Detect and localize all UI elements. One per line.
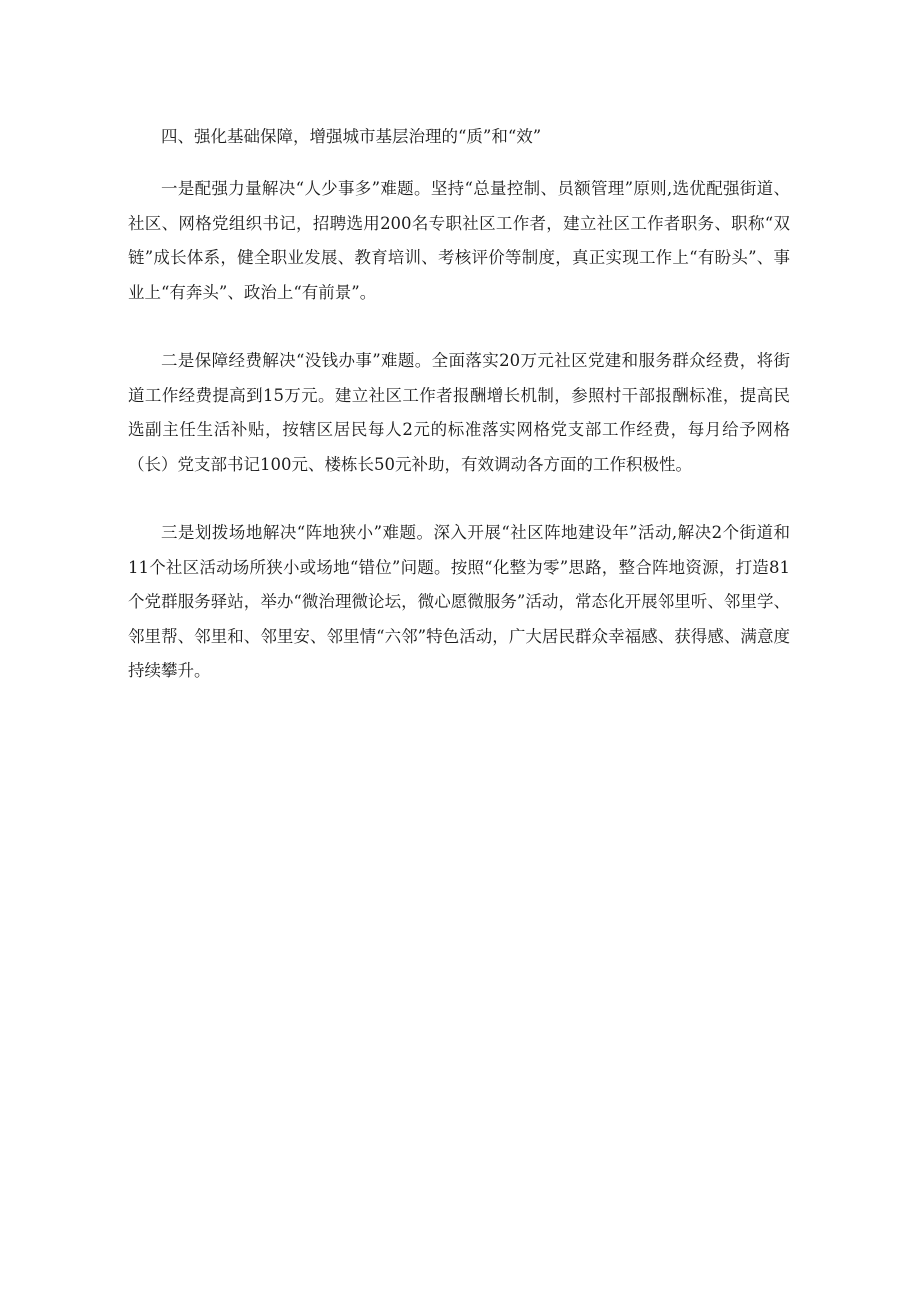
paragraph-text: 三是划拨场地解决“阵地狭小”难题。深入开展“社区阵地建设年”活动,解决2个街道和11个社区活动场所狭小或场地“错位”问题。按照“化整为零”思路，整合阵地资源，打造81个党群服务驿站，举办“微治理微论坛，微心愿微服务”活动，常态化开展邻里听、邻里学、邻里帮、邻里和、邻里安、邻里情“六邻”特色活动，广大居民群众幸福感、获得感、满意度持续攀升。 <box>128 523 790 680</box>
paragraph-venues <box>128 516 790 689</box>
section-heading: 四、强化基础保障，增强城市基层治理的“质”和“效” <box>161 127 542 146</box>
paragraph-text: 一是配强力量解决“人少事多”难题。坚持“总量控制、员额管理”原则,选优配强街道、社区、网格党组织书记，招聘选用200名专职社区工作者，建立社区工作者职务、职称“双链”成长体系，健全职业发展、教育培训、考核评价等制度，真正实现工作上“有盼头”、事业上“有奔头”、政治上“有前景”。 <box>128 179 790 302</box>
paragraph-text: 二是保障经费解决“没钱办事”难题。全面落实20万元社区党建和服务群众经费，将街道工作经费提高到15万元。建立社区工作者报酬增长机制，参照村干部报酬标准，提高民选副主任生活补贴，按辖区居民每人2元的标准落实网格党支部工作经费，每月给予网格（长）党支部书记100元、楼栋长50元补助，有效调动各方面的工作积极性。 <box>128 351 790 474</box>
paragraph-staffing <box>128 172 790 310</box>
paragraph-funding <box>128 344 790 482</box>
